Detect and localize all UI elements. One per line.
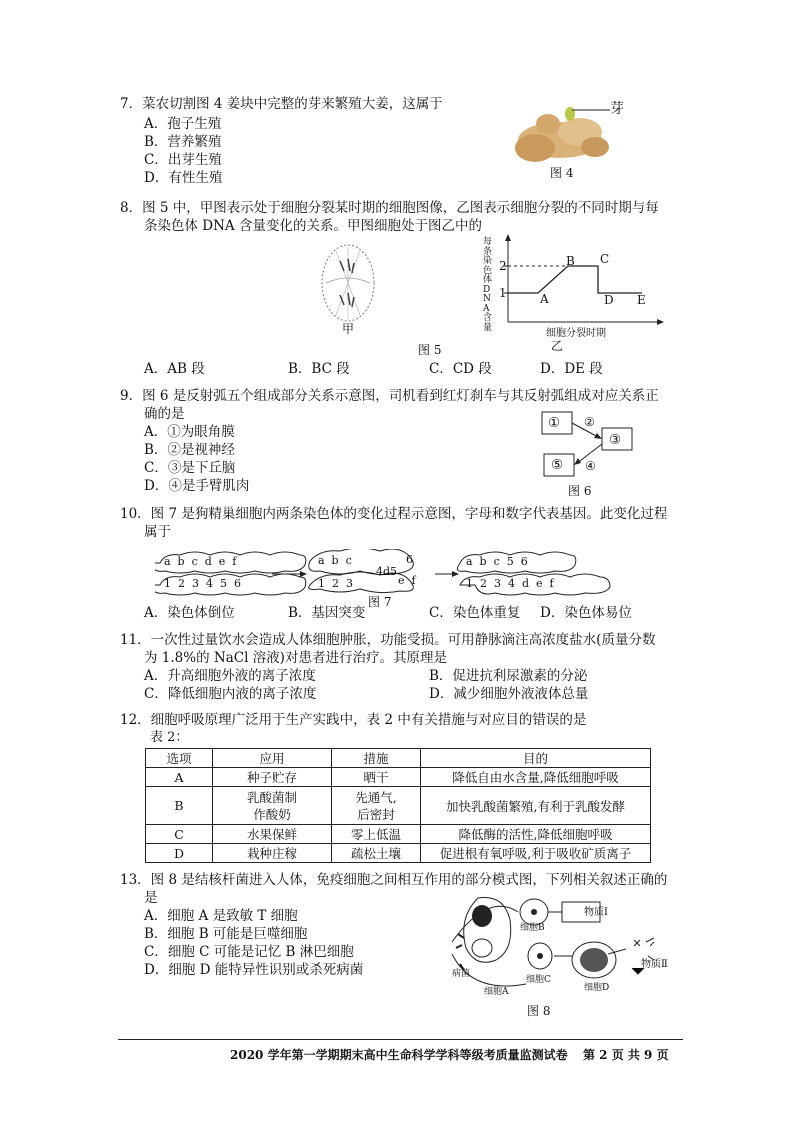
q10-chrom1-bottom: 1 2 3 4 5 6 [164, 577, 241, 590]
q10-option-d: D．染色体易位 [540, 605, 632, 621]
q10-stem-line1: 10．图 7 是狗精巢细胞内两条染色体的变化过程示意图，字母和数字代表基因。此变化过程 [120, 506, 668, 522]
table-header-cell: 目的 [421, 749, 651, 768]
q8-option-d: D．DE 段 [540, 361, 603, 377]
q8-option-b: B．BC 段 [288, 361, 350, 377]
q8-stem-line1: 8．图 5 中，甲图表示处于细胞分裂某时期的细胞图像，乙图表示细胞分裂的不同时期与每 [120, 200, 659, 216]
footer-title: 2020 学年第一学期期末高中生命科学学科等级考质量监测试卷 [230, 1048, 568, 1062]
q13-fig-caption: 图 8 [527, 1004, 551, 1018]
q10-option-c: C．染色体重复 [429, 605, 521, 621]
q9-fig-caption: 图 6 [568, 484, 592, 498]
q8-point-a: A [540, 292, 549, 306]
q10-chrom2-bottom: 1 2 3 [318, 577, 353, 590]
q13-cell-b-label: 细胞B [520, 923, 545, 933]
table-header-cell: 应用 [213, 749, 332, 768]
q8-option-c: C．CD 段 [429, 361, 492, 377]
q11-option-c: C．降低细胞内液的离子浓度 [144, 686, 317, 702]
q7-option-a: A．孢子生殖 [144, 116, 222, 132]
table-cell: 零上低温 [332, 825, 421, 844]
q8-tick-2: 2 [499, 259, 507, 273]
q8-point-e: E [637, 293, 646, 307]
q10-fig-caption: 图 7 [368, 595, 392, 609]
q8-point-d: D [604, 293, 614, 307]
q7-option-b: B．营养繁殖 [144, 134, 222, 150]
q13-option-a: A．细胞 A 是致敏 T 细胞 [144, 908, 298, 924]
table-row [146, 768, 651, 787]
q13-cell-c-label: 细胞C [526, 975, 551, 985]
table-cell: D [146, 844, 213, 863]
table-row [146, 825, 651, 844]
q7-option-d: D．有性生殖 [144, 170, 223, 186]
q8-fig-caption: 图 5 [418, 343, 442, 357]
q11-option-a: A．升高细胞外液的离子浓度 [144, 668, 316, 684]
table-cell: 疏松土壤 [332, 844, 421, 863]
table-row [146, 844, 651, 863]
q12-table-label: 表 2： [150, 730, 189, 745]
cell-jia-image [318, 243, 380, 325]
q13-option-d: D．细胞 D 能特异性识别或杀死病菌 [144, 962, 364, 978]
q10-chrom3-bottom: 1 2 3 4 d e f [466, 577, 554, 590]
q11-option-b: B．促进抗利尿激素的分泌 [429, 668, 588, 684]
immune-cells-diagram [448, 894, 680, 998]
q7-fig-caption: 图 4 [550, 166, 574, 180]
q9-option-d: D．④是手臂肌肉 [144, 478, 250, 494]
table-cell: 加快乳酸菌繁殖,有利于乳酸发酵 [421, 787, 651, 825]
q8-tick-1: 1 [499, 286, 507, 300]
q7-stem: 7．菜农切割图 4 姜块中完整的芽来繁殖大姜，这属于 [120, 96, 443, 112]
q7-bud-label: 芽 [610, 101, 624, 117]
table-row [146, 787, 651, 825]
q9-option-c: C．③是下丘脑 [144, 460, 236, 476]
q11-stem-line2: 为 1.8%的 NaCl 溶液)对患者进行治疗。其原理是 [144, 650, 447, 666]
table-cell: 促进根有氧呼吸,利于吸收矿质离子 [421, 844, 651, 863]
table-header-row [146, 749, 651, 768]
table-cell: 晒干 [332, 768, 421, 787]
q13-cell-d-label: 细胞D [584, 983, 610, 993]
q8-stem-line2: 条染色体 DNA 含量变化的关系。甲图细胞处于图乙中的 [144, 218, 482, 234]
table-cell: 水果保鲜 [213, 825, 332, 844]
q9-stem-line1: 9．图 6 是反射弧五个组成部分关系示意图，司机看到红灯刹车与其反射弧组成对应关系正 [120, 388, 659, 404]
q13-stem-line1: 13．图 8 是结核杆菌进入人体，免疫细胞之间相互作用的部分模式图，下列相关叙述正确的 [120, 872, 668, 888]
table-cell: B [146, 787, 213, 825]
q12-stem: 12．细胞呼吸原理广泛用于生产实践中，表 2 中有关措施与对应目的错误的是 [120, 712, 587, 728]
q9-node-1: ① [548, 415, 561, 431]
q10-chrom2-ef: e f [398, 574, 416, 587]
q13-cell-a-label: 细胞A [484, 987, 509, 997]
table-cell: C [146, 825, 213, 844]
dna-content-chart [480, 232, 670, 332]
q7-option-c: C．出芽生殖 [144, 152, 222, 168]
table-cell: 种子贮存 [213, 768, 332, 787]
q12-table [145, 748, 651, 863]
q10-option-a: A．染色体倒位 [144, 605, 235, 621]
q10-chrom2-middle: 4d5 [376, 565, 398, 578]
q8-chart-ylabel: 每条染色体DNA含量 [483, 237, 493, 333]
q13-substance-2-label: 物质Ⅱ [641, 959, 668, 970]
q9-node-5: ⑤ [551, 457, 564, 473]
q11-stem-line1: 11．一次性过量饮水会造成人体细胞肿胀，功能受损。可用静脉滴注高浓度盐水(质量分数 [120, 632, 656, 648]
q8-point-c: C [600, 252, 610, 266]
q9-node-3: ③ [609, 432, 622, 448]
footer-page-number: 第 2 页 共 9 页 [583, 1048, 669, 1062]
q11-option-d: D．减少细胞外液液体总量 [429, 686, 589, 702]
table-header-cell: 选项 [146, 749, 213, 768]
q8-point-b: B [566, 254, 575, 268]
q13-pathogen-label: 病菌 [452, 969, 471, 979]
q9-option-a: A．①为眼角膜 [144, 424, 235, 440]
table-cell: 降低酶的活性,降低细胞呼吸 [421, 825, 651, 844]
table-cell: 降低自由水含量,降低细胞呼吸 [421, 768, 651, 787]
q13-option-b: B．细胞 B 可能是巨噬细胞 [144, 926, 308, 942]
q8-jia-label: 甲 [342, 322, 355, 336]
q13-option-c: C．细胞 C 可能是记忆 B 淋巴细胞 [144, 944, 354, 960]
q9-node-2: ② [584, 415, 595, 429]
q9-stem-line2: 确的是 [144, 406, 185, 422]
q10-stem-line2: 属于 [144, 524, 171, 540]
q8-chart-xlabel: 细胞分裂时期 [546, 328, 606, 339]
q10-chrom2-top: a b c [318, 554, 352, 567]
table-cell: 乳酸菌制 作酸奶 [213, 787, 332, 825]
q8-option-a: A．AB 段 [144, 361, 205, 377]
table-header-cell: 措施 [332, 749, 421, 768]
q9-node-4: ④ [585, 459, 596, 473]
q9-option-b: B．②是视神经 [144, 442, 235, 458]
q13-stem-line2: 是 [144, 890, 158, 906]
q10-chrom3-top: a b c 5 6 [466, 555, 528, 568]
q8-yi-label: 乙 [551, 339, 564, 353]
q10-option-b: B．基因突变 [288, 605, 366, 621]
table-cell: 先通气, 后密封 [332, 787, 421, 825]
q10-chrom1-top: a b c d e f [164, 555, 237, 568]
q13-substance-1-label: 物质Ⅰ [584, 907, 608, 918]
q10-chrom2-six: 6 [406, 553, 413, 566]
table-cell: A [146, 768, 213, 787]
table-cell: 栽种庄稼 [213, 844, 332, 863]
footer-rule [118, 1039, 683, 1040]
